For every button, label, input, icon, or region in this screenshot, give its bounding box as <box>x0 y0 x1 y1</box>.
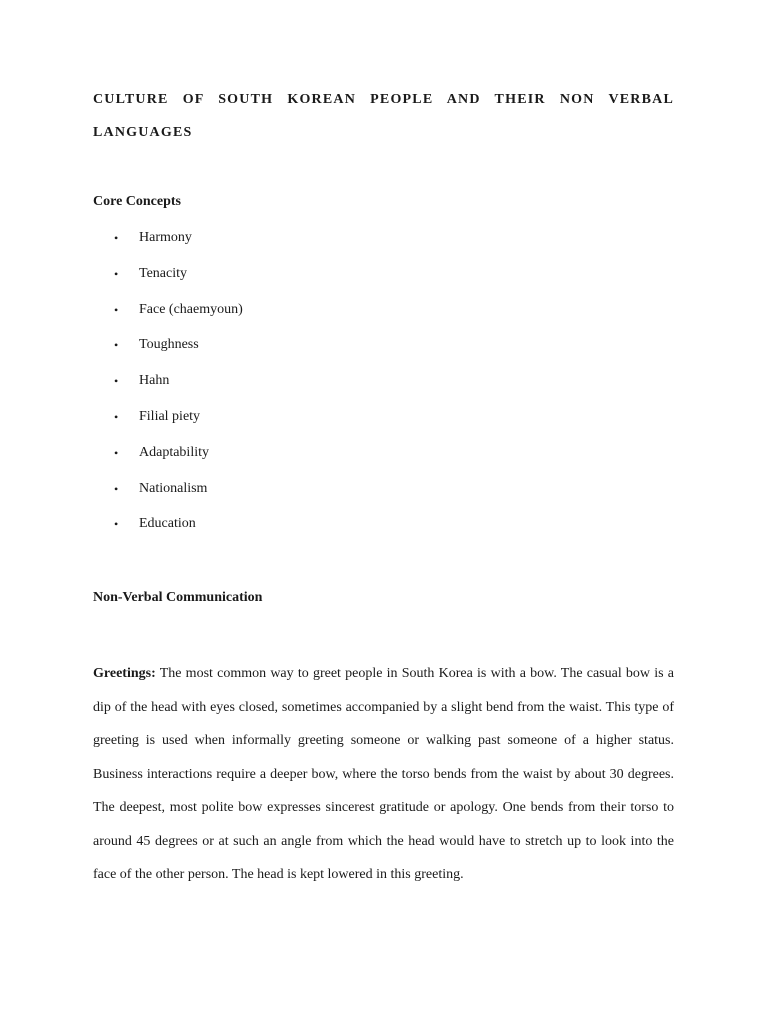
bullet-icon: • <box>114 338 119 353</box>
bullet-icon: • <box>114 481 119 496</box>
core-concepts-heading: Core Concepts <box>93 194 182 209</box>
non-verbal-heading: Non-Verbal Communication <box>93 590 263 605</box>
bullet-icon: • <box>114 517 119 532</box>
bullet-icon: • <box>114 409 119 424</box>
concept-label: Filial piety <box>139 408 201 424</box>
bullet-icon: • <box>114 445 119 460</box>
core-concepts-list <box>114 228 243 550</box>
bullet-icon: • <box>114 231 119 245</box>
concept-label: Nationalism <box>139 480 208 496</box>
list-item <box>114 479 243 515</box>
document-title: CULTURE OF SOUTH KOREAN PEOPLE AND THEIR NON VERBAL LANGUAGES <box>93 92 674 140</box>
concept-label: Toughness <box>139 337 199 353</box>
list-item <box>114 228 243 264</box>
greetings-label: Greetings: <box>93 666 156 681</box>
concept-label: Education <box>139 516 196 532</box>
list-item <box>114 443 243 479</box>
bullet-icon: • <box>114 266 119 281</box>
list-item <box>114 371 243 407</box>
concept-label: Face (chaemyoun) <box>139 301 243 317</box>
list-item <box>114 300 243 336</box>
concept-label: Harmony <box>139 230 192 245</box>
list-item <box>114 335 243 371</box>
list-item <box>114 514 243 550</box>
concept-label: Tenacity <box>139 265 187 281</box>
concept-label: Hahn <box>139 373 170 389</box>
list-item <box>114 407 243 443</box>
bullet-icon: • <box>114 374 119 389</box>
list-item <box>114 264 243 300</box>
greetings-text: The most common way to greet people in South Korea is with a bow. The casual bow is a dip of the head with eyes closed, sometimes accompanied by a slight bend from the waist. This type of greeting is used when informally greeting someone or walking past someone of a higher status. Business interactions require a deeper bow, where the torso bends from the waist by about 30 degrees. The deepest, most polite bow expresses sincerest gratitude or apology. One bends from their torso to around 45 degrees or at such an angle from which the head would have to stretch up to look into the face of the other person. The head is kept lowered in this greeting. <box>93 666 675 882</box>
greetings-paragraph <box>93 657 674 892</box>
bullet-icon: • <box>114 302 119 317</box>
concept-label: Adaptability <box>139 444 209 460</box>
